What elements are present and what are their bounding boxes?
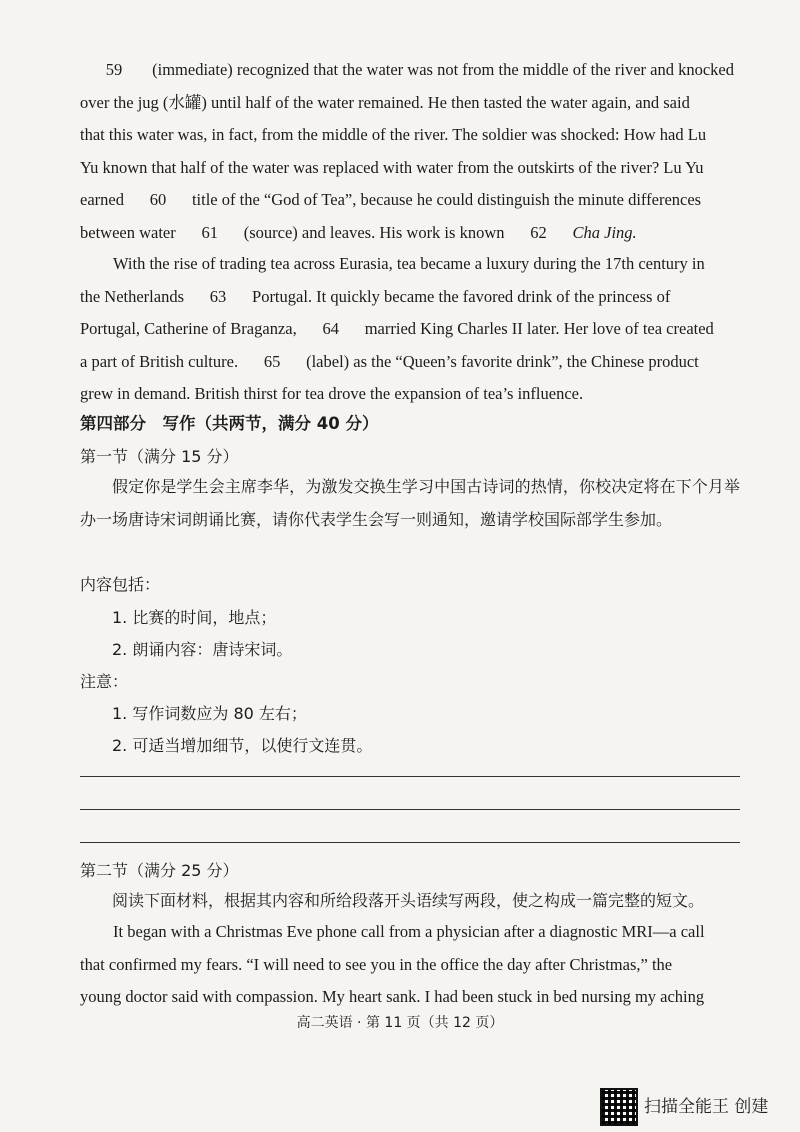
page-footer: 高二英语 · 第 11 页（共 12 页） xyxy=(296,1015,504,1031)
section2-title: 第二节（满分 25 分） xyxy=(80,861,239,880)
content-item-1: 1. 比赛的时间，地点； xyxy=(112,608,277,627)
passage-line: With the rise of trading tea across Eurasia, tea became a luxury during the 17th century in xyxy=(113,254,705,273)
passage-line: over the jug (水罐) until half of the water remained. He then tasted the water again, and said xyxy=(80,92,690,112)
story-line: that confirmed my fears. “I will need to see you in the office the day after Christmas,” the xyxy=(80,954,673,974)
passage-line xyxy=(80,281,740,314)
passage-text: between water xyxy=(80,222,176,242)
passage-text: a part of British culture. xyxy=(80,351,239,371)
blank-59[interactable]: 59 xyxy=(84,54,144,87)
content-label: 内容包括： xyxy=(80,575,161,594)
passage-line xyxy=(80,346,740,379)
answer-line[interactable] xyxy=(80,776,740,777)
passage-line xyxy=(80,54,740,87)
answer-line[interactable] xyxy=(80,842,740,843)
blank-61[interactable]: 61 xyxy=(180,217,240,250)
blank-64[interactable]: 64 xyxy=(301,313,361,346)
scanner-watermark: 扫描全能王 创建 xyxy=(644,1097,769,1117)
answer-line[interactable] xyxy=(80,809,740,810)
book-title: Cha Jing. xyxy=(572,222,637,242)
section1-prompt: 假定你是学生会主席李华，为激发交换生学习中国古诗词的热情，你校决定将在下个月举办一场唐诗宋词朗诵比赛，请你代表学生会写一则通知，邀请学校国际部学生参加。 xyxy=(80,477,740,529)
blank-62[interactable]: 62 xyxy=(508,217,568,250)
section1-title: 第一节（满分 15 分） xyxy=(80,447,239,466)
passage-line: Yu known that half of the water was replaced with water from the outskirts of the river? Lu Yu xyxy=(80,157,704,177)
passage-text: Portugal, Catherine of Braganza, xyxy=(80,319,297,339)
passage-text: Portugal. It quickly became the favored drink of the princess of xyxy=(252,286,671,306)
passage-text: married King Charles II later. Her love of tea created xyxy=(364,319,714,339)
section2-prompt: 阅读下面材料，根据其内容和所给段落开头语续写两段，使之构成一篇完整的短文。 xyxy=(112,891,705,910)
passage-paragraph-1 xyxy=(80,54,740,250)
passage-text: (immediate) recognized that the water was not from the middle of the river and knocked xyxy=(152,60,734,79)
content-item-2: 2. 朗诵内容：唐诗宋词。 xyxy=(112,640,293,659)
passage-line: grew in demand. British thirst for tea drove the expansion of tea’s influence. xyxy=(80,384,584,404)
passage-line: that this water was, in fact, from the middle of the river. The soldier was shocked: How had Lu xyxy=(80,125,707,145)
note-label: 注意： xyxy=(80,672,129,691)
passage-text: (source) and leaves. His work is known xyxy=(243,222,505,242)
blank-60[interactable]: 60 xyxy=(128,184,188,217)
story-line: It began with a Christmas Eve phone call from a physician after a diagnostic MRI—a call xyxy=(113,922,705,941)
qr-code-icon xyxy=(600,1088,638,1126)
note-item-2: 2. 可适当增加细节，以使行文连贯。 xyxy=(112,736,373,755)
blank-65[interactable]: 65 xyxy=(242,346,302,379)
passage-line xyxy=(80,217,740,250)
story-passage xyxy=(80,916,740,1014)
passage-text: title of the “God of Tea”, because he could distinguish the minute differences xyxy=(191,190,702,210)
passage-text: the Netherlands xyxy=(80,286,185,306)
passage-line xyxy=(80,184,740,217)
passage-text: (label) as the “Queen’s favorite drink”, the Chinese product xyxy=(306,351,699,371)
blank-63[interactable]: 63 xyxy=(188,281,248,314)
story-line: young doctor said with compassion. My heart sank. I had been stuck in bed nursing my aching xyxy=(80,987,705,1007)
note-item-1: 1. 写作词数应为 80 左右； xyxy=(112,704,307,723)
part4-title: 第四部分 写作（共两节，满分 40 分） xyxy=(80,414,379,433)
passage-text: earned xyxy=(80,190,124,210)
passage-paragraph-2 xyxy=(80,248,740,411)
passage-line xyxy=(80,313,740,346)
